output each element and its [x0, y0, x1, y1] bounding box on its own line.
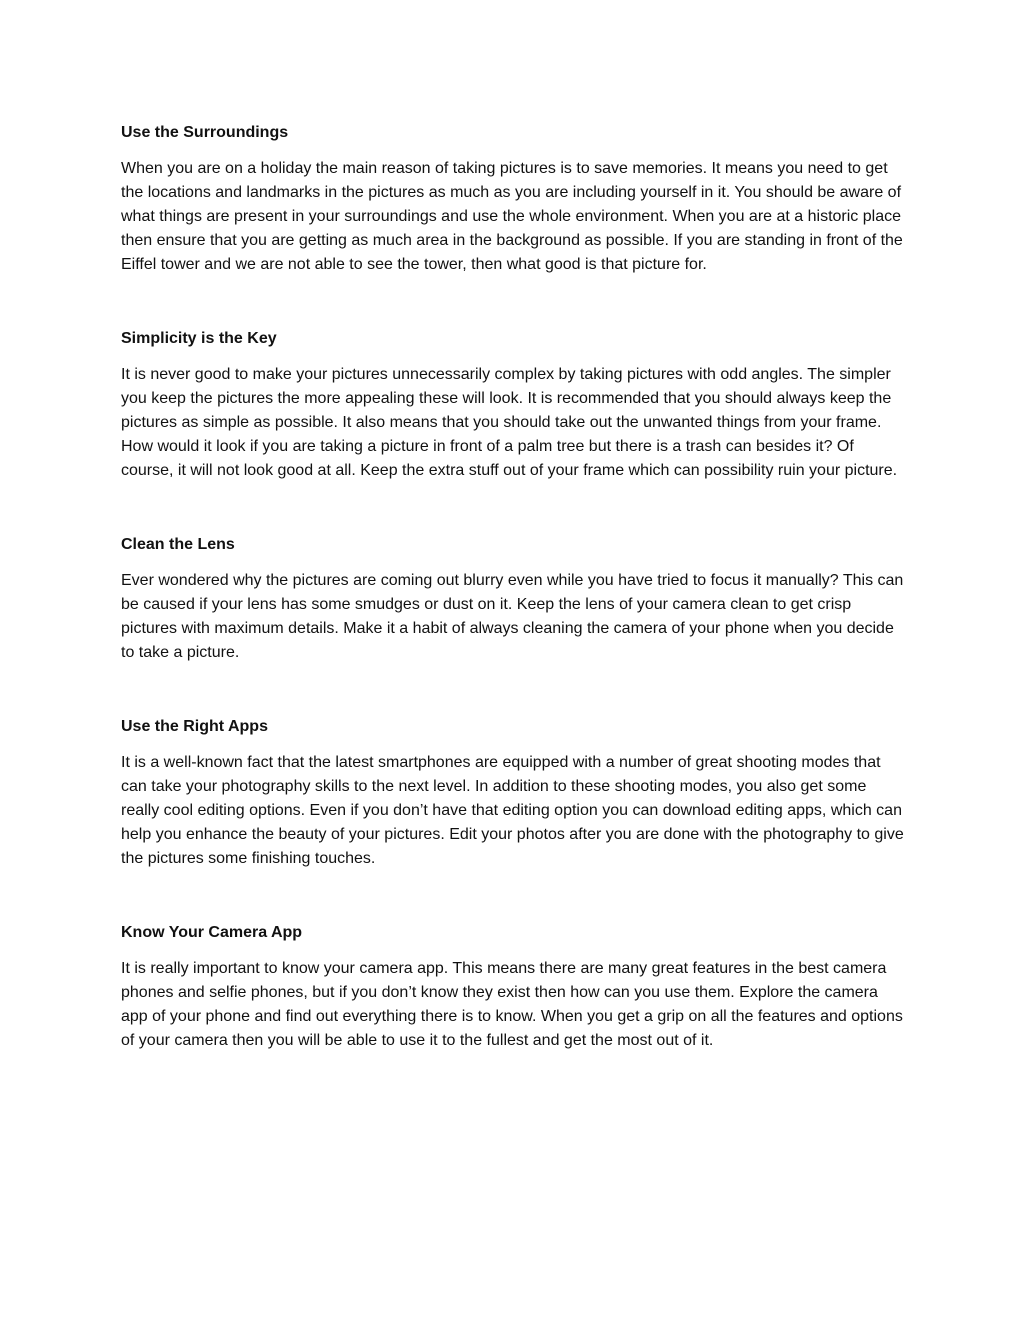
section-heading: Simplicity is the Key [121, 330, 277, 347]
section-body: When you are on a holiday the main reason of taking pictures is to save memories. It means you need to get the locations and landmarks in the pictures as much as you are including yourself in it. You should be aware of what things are present in your surroundings and use the whole environment. When you are at a historic place then ensure that you are getting as much area in the background as possible. If you are standing in front of the Eiffel tower and we are not able to see the tower, then what good is that picture for. [121, 160, 903, 273]
section-simplicity-is-the-key [121, 325, 905, 483]
section-use-the-right-apps [121, 713, 905, 871]
section-body: Ever wondered why the pictures are coming out blurry even while you have tried to focus it manually? This can be caused if your lens has some smudges or dust on it. Keep the lens of your camera clean to get crisp pictures with maximum details. Make it a habit of always cleaning the camera of your phone when you decide to take a picture. [121, 572, 904, 661]
section-heading: Clean the Lens [121, 536, 235, 553]
section-clean-the-lens [121, 531, 905, 665]
section-know-your-camera-app [121, 919, 905, 1053]
document-page [121, 119, 905, 1053]
section-body: It is really important to know your camera app. This means there are many great features in the best camera phones and selfie phones, but if you don’t know they exist then how can you use them. Explore the camera app of your phone and find out everything there is to know. When you get a grip on all the features and options of your camera then you will be able to use it to the fullest and get the most out of it. [121, 960, 903, 1049]
section-use-the-surroundings [121, 119, 905, 277]
section-heading: Use the Surroundings [121, 124, 289, 141]
section-heading: Use the Right Apps [121, 718, 268, 735]
section-body: It is a well-known fact that the latest smartphones are equipped with a number of great shooting modes that can take your photography skills to the next level. In addition to these shooting modes, you also get some really cool editing options. Even if you don’t have that editing option you can download editing apps, which can help you enhance the beauty of your pictures. Edit your photos after you are done with the photography to give the pictures some finishing touches. [121, 754, 904, 867]
section-body: It is never good to make your pictures unnecessarily complex by taking pictures with odd angles. The simpler you keep the pictures the more appealing these will look. It is recommended that you should always keep the pictures as simple as possible. It also means that you should take out the unwanted things from your frame. How would it look if you are taking a picture in front of a palm tree but there is a trash can besides it? Of course, it will not look good at all. Keep the extra stuff out of your frame which can possibility ruin your picture. [121, 366, 898, 479]
section-heading: Know Your Camera App [121, 924, 303, 941]
